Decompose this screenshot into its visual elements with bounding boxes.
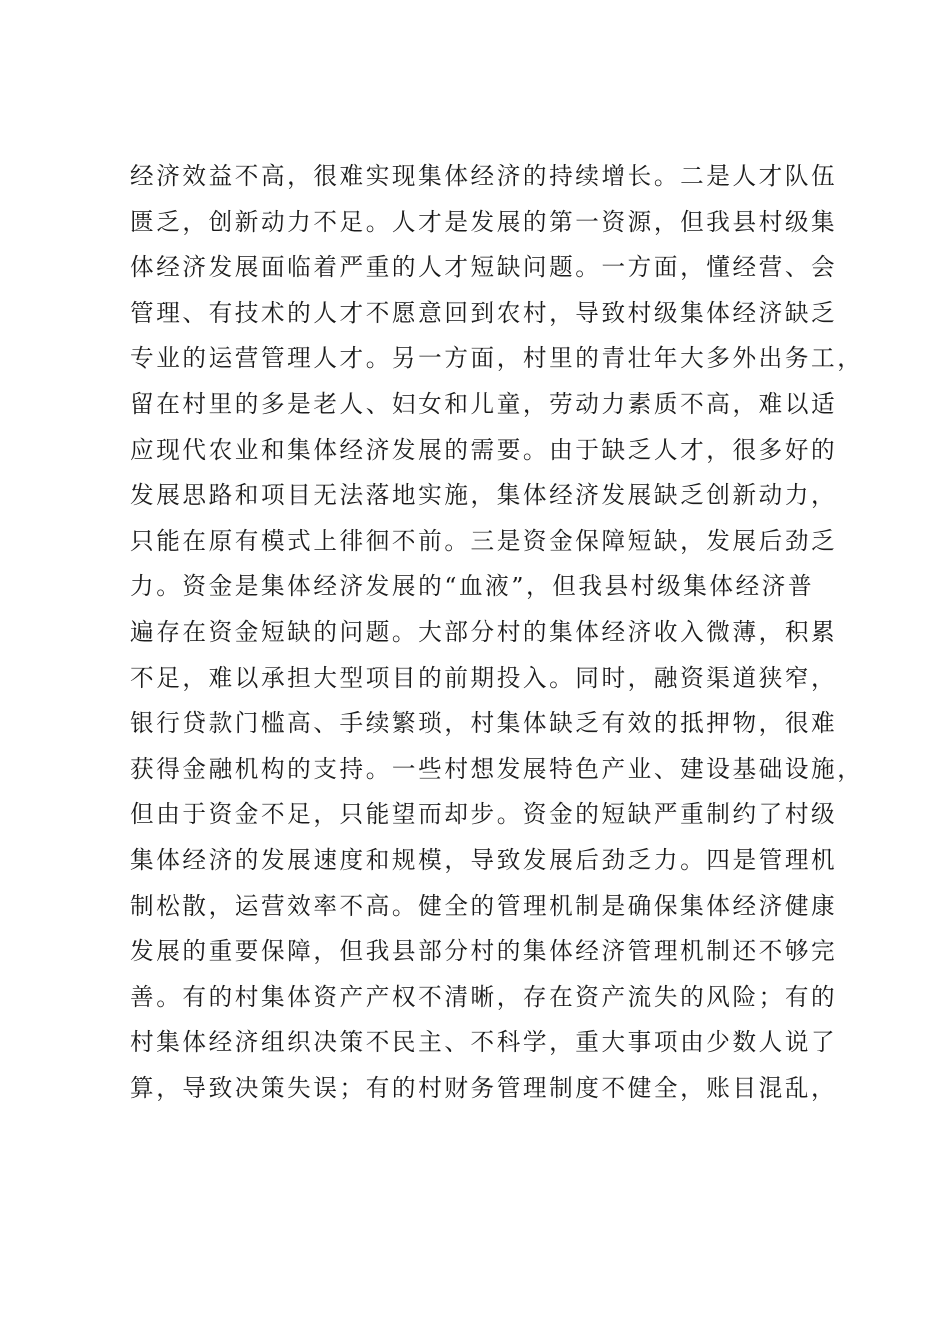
text-line: 专业的运营管理人才。另一方面，村里的青壮年大多外出务工， [130, 344, 864, 373]
text-line: 制松散，运营效率不高。健全的管理机制是确保集体经济健康 [130, 891, 838, 920]
text-line: 体经济发展面临着严重的人才短缺问题。一方面，懂经营、会 [130, 253, 838, 282]
text-line: 不足，难以承担大型项目的前期投入。同时，融资渠道狭窄， [130, 663, 838, 692]
text-line: 获得金融机构的支持。一些村想发展特色产业、建设基础设施， [130, 754, 864, 783]
text-line: 算，导致决策失误；有的村财务管理制度不健全，账目混乱， [130, 1073, 838, 1102]
text-line: 经济效益不高，很难实现集体经济的持续增长。二是人才队伍 [130, 162, 838, 190]
text-line: 留在村里的多是老人、妇女和儿童，劳动力素质不高，难以适 [130, 389, 838, 418]
text-line: 发展思路和项目无法落地实施，集体经济发展缺乏创新动力， [130, 481, 838, 510]
text-line: 应现代农业和集体经济发展的需要。由于缺乏人才，很多好的 [130, 435, 838, 464]
text-line: 但由于资金不足，只能望而却步。资金的短缺严重制约了村级 [130, 800, 838, 829]
text-line: 力。资金是集体经济发展的“血液”，但我县村级集体经济普 [130, 572, 815, 601]
text-line: 集体经济的发展速度和规模，导致发展后劲乏力。四是管理机 [130, 845, 838, 874]
text-line: 善。有的村集体资产产权不清晰，存在资产流失的风险；有的 [130, 982, 838, 1011]
text-line: 发展的重要保障，但我县部分村的集体经济管理机制还不够完 [130, 937, 838, 966]
text-line: 只能在原有模式上徘徊不前。三是资金保障短缺，发展后劲乏 [130, 526, 838, 555]
text-line: 银行贷款门槛高、手续繁琐，村集体缺乏有效的抵押物，很难 [130, 709, 838, 738]
text-line: 管理、有技术的人才不愿意回到农村，导致村级集体经济缺乏 [130, 298, 838, 327]
text-line: 遍存在资金短缺的问题。大部分村的集体经济收入微薄，积累 [130, 617, 838, 646]
text-line: 村集体经济组织决策不民主、不科学，重大事项由少数人说了 [130, 1028, 838, 1057]
text-line: 匮乏，创新动力不足。人才是发展的第一资源，但我县村级集 [130, 207, 838, 236]
body-paragraph [130, 154, 864, 1111]
